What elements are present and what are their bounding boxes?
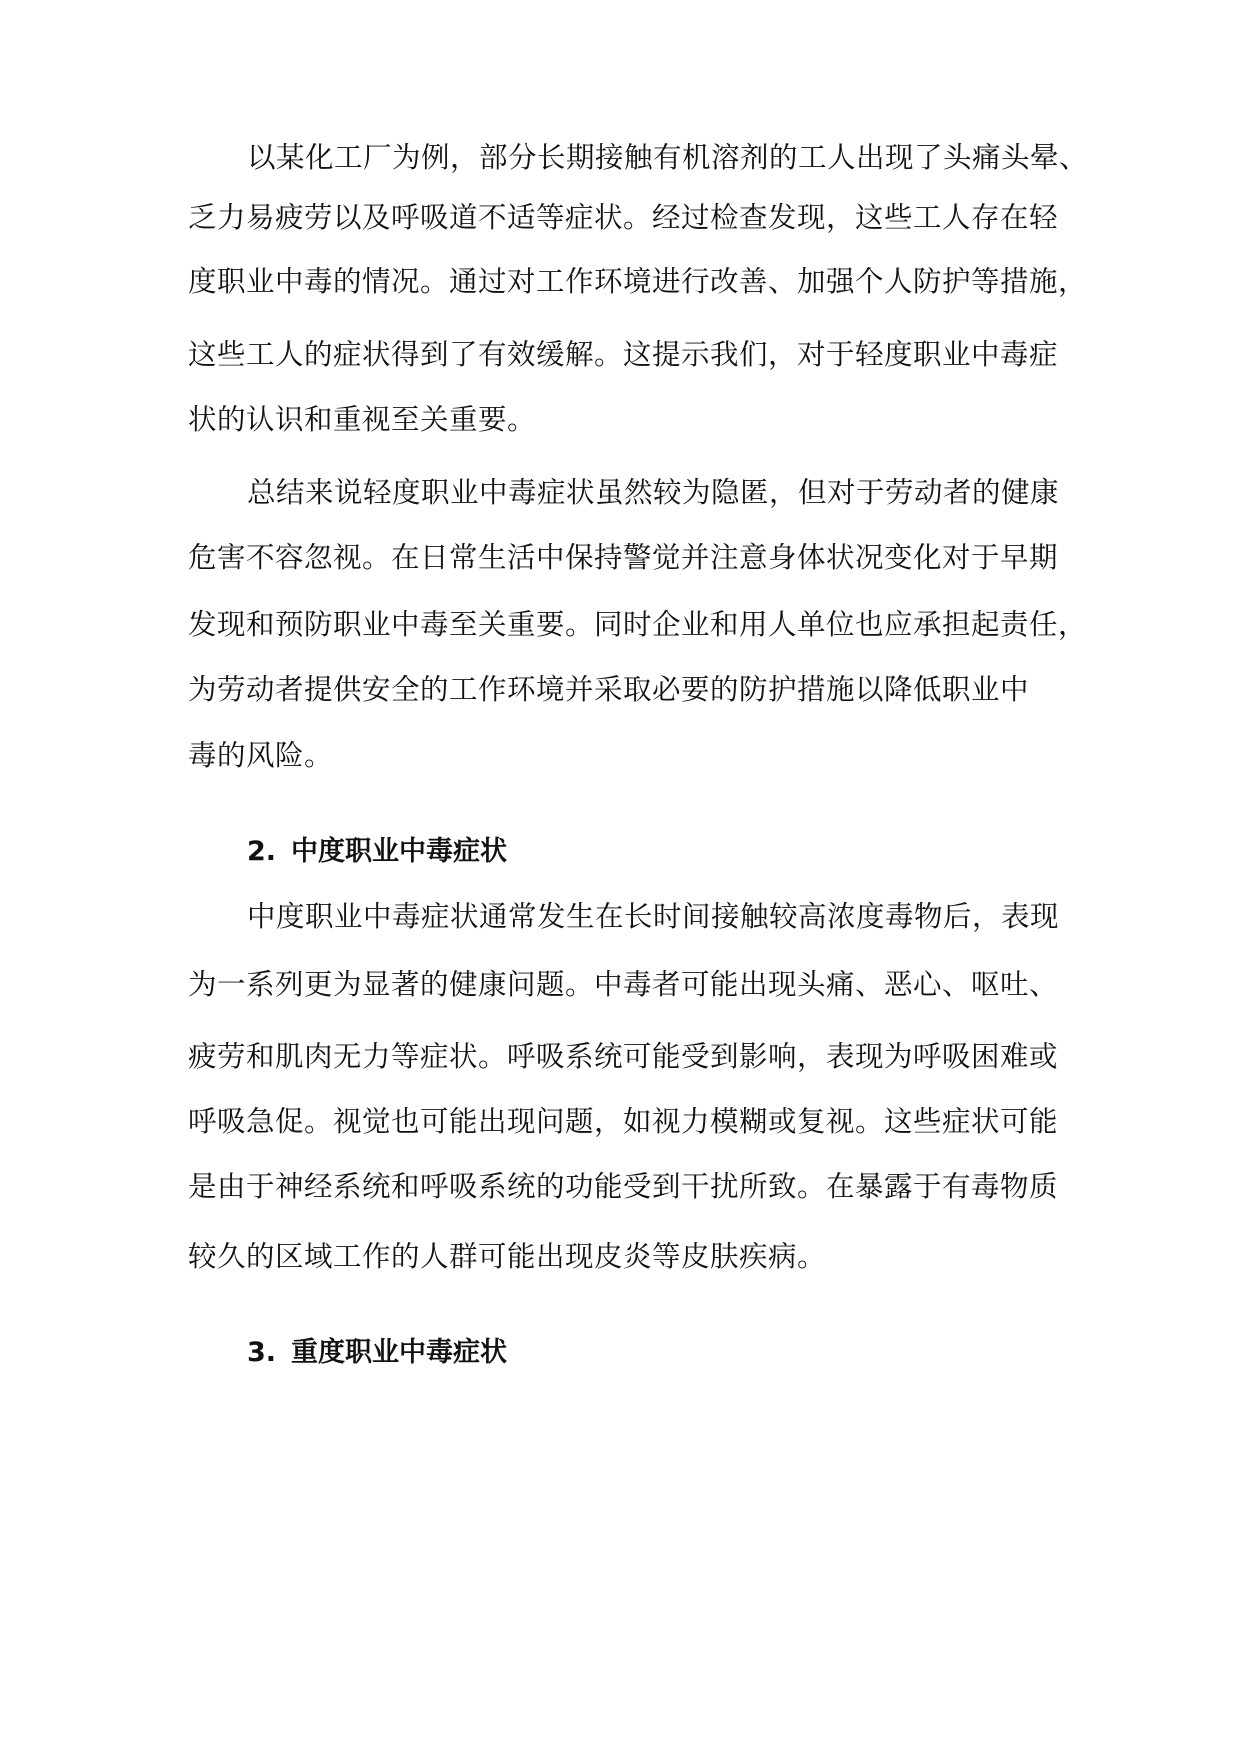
section-title: 重度职业中毒症状	[291, 1337, 507, 1368]
paragraph-line: 较久的区域工作的人群可能出现皮炎等皮肤疾病。	[188, 1240, 827, 1273]
paragraph-line: 乏力易疲劳以及呼吸道不适等症状。经过检查发现，这些工人存在轻	[188, 201, 1059, 234]
section-number: 3.	[247, 1337, 277, 1368]
section-title: 中度职业中毒症状	[291, 836, 507, 867]
paragraph-line: 这些工人的症状得到了有效缓解。这提示我们，对于轻度职业中毒症	[188, 338, 1059, 371]
paragraph-line: 为一系列更为显著的健康问题。中毒者可能出现头痛、恶心、呕吐、	[188, 968, 1059, 1001]
section-number: 2.	[247, 836, 277, 867]
section-heading	[247, 834, 507, 870]
section-heading	[247, 1335, 507, 1371]
paragraph-line: 总结来说轻度职业中毒症状虽然较为隐匿，但对于劳动者的健康	[247, 476, 1060, 509]
paragraph-line: 为劳动者提供安全的工作环境并采取必要的防护措施以降低职业中	[188, 673, 1030, 706]
paragraph-line: 度职业中毒的情况。通过对工作环境进行改善、加强个人防护等措施，	[188, 265, 1088, 298]
paragraph-line: 以某化工厂为例，部分长期接触有机溶剂的工人出现了头痛头晕、	[247, 141, 1089, 174]
paragraph-line: 呼吸急促。视觉也可能出现问题，如视力模糊或复视。这些症状可能	[188, 1105, 1059, 1138]
paragraph-line: 状的认识和重视至关重要。	[188, 403, 537, 436]
paragraph-line: 中度职业中毒症状通常发生在长时间接触较高浓度毒物后，表现	[247, 900, 1060, 933]
paragraph-line: 毒的风险。	[188, 739, 334, 772]
paragraph-line: 危害不容忽视。在日常生活中保持警觉并注意身体状况变化对于早期	[188, 541, 1059, 574]
paragraph-line: 是由于神经系统和呼吸系统的功能受到干扰所致。在暴露于有毒物质	[188, 1170, 1059, 1203]
paragraph-line: 发现和预防职业中毒至关重要。同时企业和用人单位也应承担起责任，	[188, 608, 1088, 641]
paragraph-line: 疲劳和肌肉无力等症状。呼吸系统可能受到影响，表现为呼吸困难或	[188, 1040, 1059, 1073]
